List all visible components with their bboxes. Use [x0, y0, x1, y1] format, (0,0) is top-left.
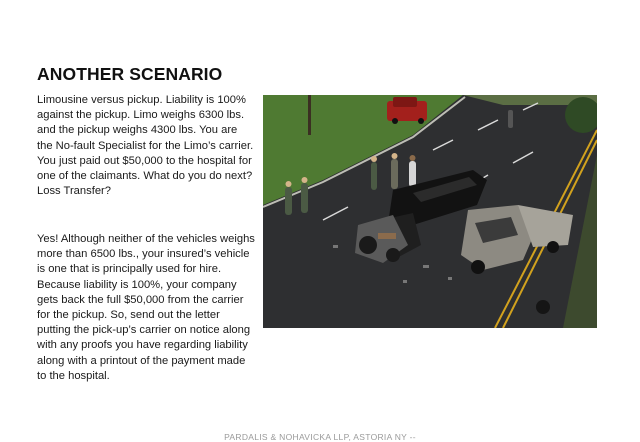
red-car: [387, 97, 427, 124]
crash-scene-photo: [263, 95, 597, 328]
crash-scene-illustration: [263, 95, 597, 328]
tree-trunk: [308, 95, 311, 135]
scenario-paragraph: Limousine versus pickup. Liability is 100% against the pickup. Limo weighs 6300 lbs. and the pickup weighs 4300 lbs. You are the No-fault Specialist for the Limo’s carrier. You just paid out $50,000 to the hospital for one of the claimants. What do you do next? Loss Transfer?: [37, 94, 254, 198]
slide-footer: PARDALIS & NOHAVICKA LLP, ASTORIA NY --: [224, 432, 416, 442]
loose-tire: [536, 300, 550, 314]
slide-title: ANOTHER SCENARIO: [37, 64, 223, 84]
answer-paragraph: Yes! Although neither of the vehicles weighs more than 6500 lbs., your insured’s vehicle is one that is principally used for hire. Because liability is 100%, your company gets back the full $50,000 from the carrier for the pickup. So, send out the letter putting the pick-up’s carrier on notice along with any proofs you have regarding liability along with a printout of the payment made to the hospital.: [37, 233, 255, 382]
